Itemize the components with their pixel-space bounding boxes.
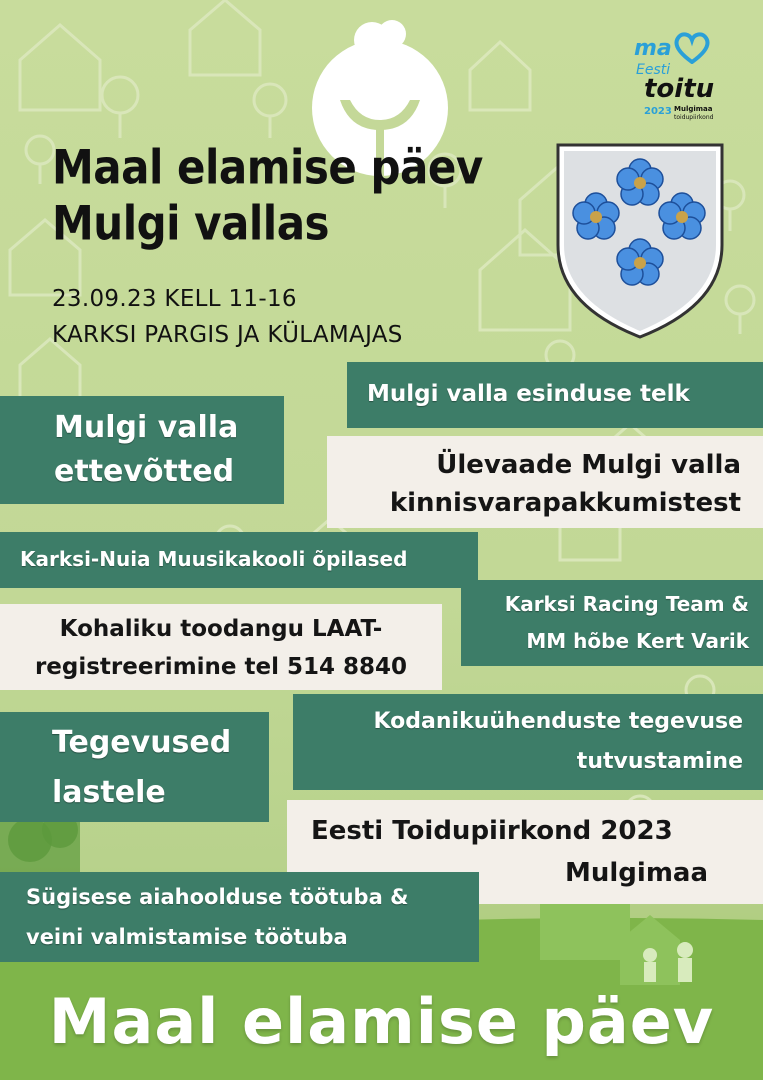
heart-icon (674, 32, 710, 64)
logo-eesti: Eesti (636, 62, 671, 78)
logo-year: 2023 (644, 106, 672, 117)
program-item (347, 362, 763, 428)
program-item-text: Ülevaade Mulgi valla (436, 450, 741, 480)
program-item-text: Karksi-Nuia Muusikakooli õpilased (20, 547, 408, 571)
program-item-text: Karksi Racing Team & (504, 592, 749, 616)
logo-toit: toitu (644, 74, 715, 104)
coat-of-arms-icon (556, 143, 724, 339)
program-item-text: Sügisese aiahoolduse töötuba & (26, 885, 409, 909)
program-item-text: Tegevused (52, 725, 232, 760)
program-item (0, 872, 479, 962)
program-item (461, 580, 763, 666)
program-item (0, 396, 284, 504)
title-line-1: Maal elamise päev (52, 140, 483, 195)
program-item-text: Eesti Toidupiirkond 2023 (311, 816, 673, 846)
eesti-toit-logo (630, 32, 716, 122)
event-location: KARKSI PARGIS JA KÜLAMAJAS (52, 322, 403, 348)
program-item-text: Mulgi valla (54, 410, 239, 445)
program-item-text: Mulgi valla esinduse telk (367, 381, 690, 407)
program-item (0, 712, 269, 822)
program-item-text: lastele (52, 775, 166, 810)
logo-region-name: Mulgimaa (674, 105, 713, 113)
event-date-time: 23.09.23 KELL 11-16 (52, 286, 297, 312)
program-item-text: ettevõtted (54, 454, 235, 489)
program-item-text: Kodanikuühenduste tegevuse (373, 709, 743, 734)
program-item-text: Mulgimaa (565, 858, 708, 888)
program-item (293, 694, 763, 790)
logo-region (674, 105, 713, 122)
title-line-2: Mulgi vallas (52, 196, 330, 251)
logo-ma: ma (634, 36, 672, 61)
program-item (327, 436, 763, 528)
program-item-text: MM hõbe Kert Varik (526, 629, 749, 653)
program-item-text: veini valmistamise töötuba (26, 925, 348, 949)
program-item-text: tutvustamine (576, 749, 743, 774)
program-item-text: Kohaliku toodangu LAAT- (59, 616, 383, 642)
program-item (0, 532, 478, 588)
program-item-text: registreerimine tel 514 8840 (34, 654, 408, 680)
program-item-text: kinnisvarapakkumistest (389, 488, 741, 518)
logo-region-sub: toidupiirkond (674, 114, 714, 121)
program-item (0, 604, 442, 690)
footer-title: Maal elamise päev (48, 985, 715, 1058)
poster-title (52, 140, 483, 252)
